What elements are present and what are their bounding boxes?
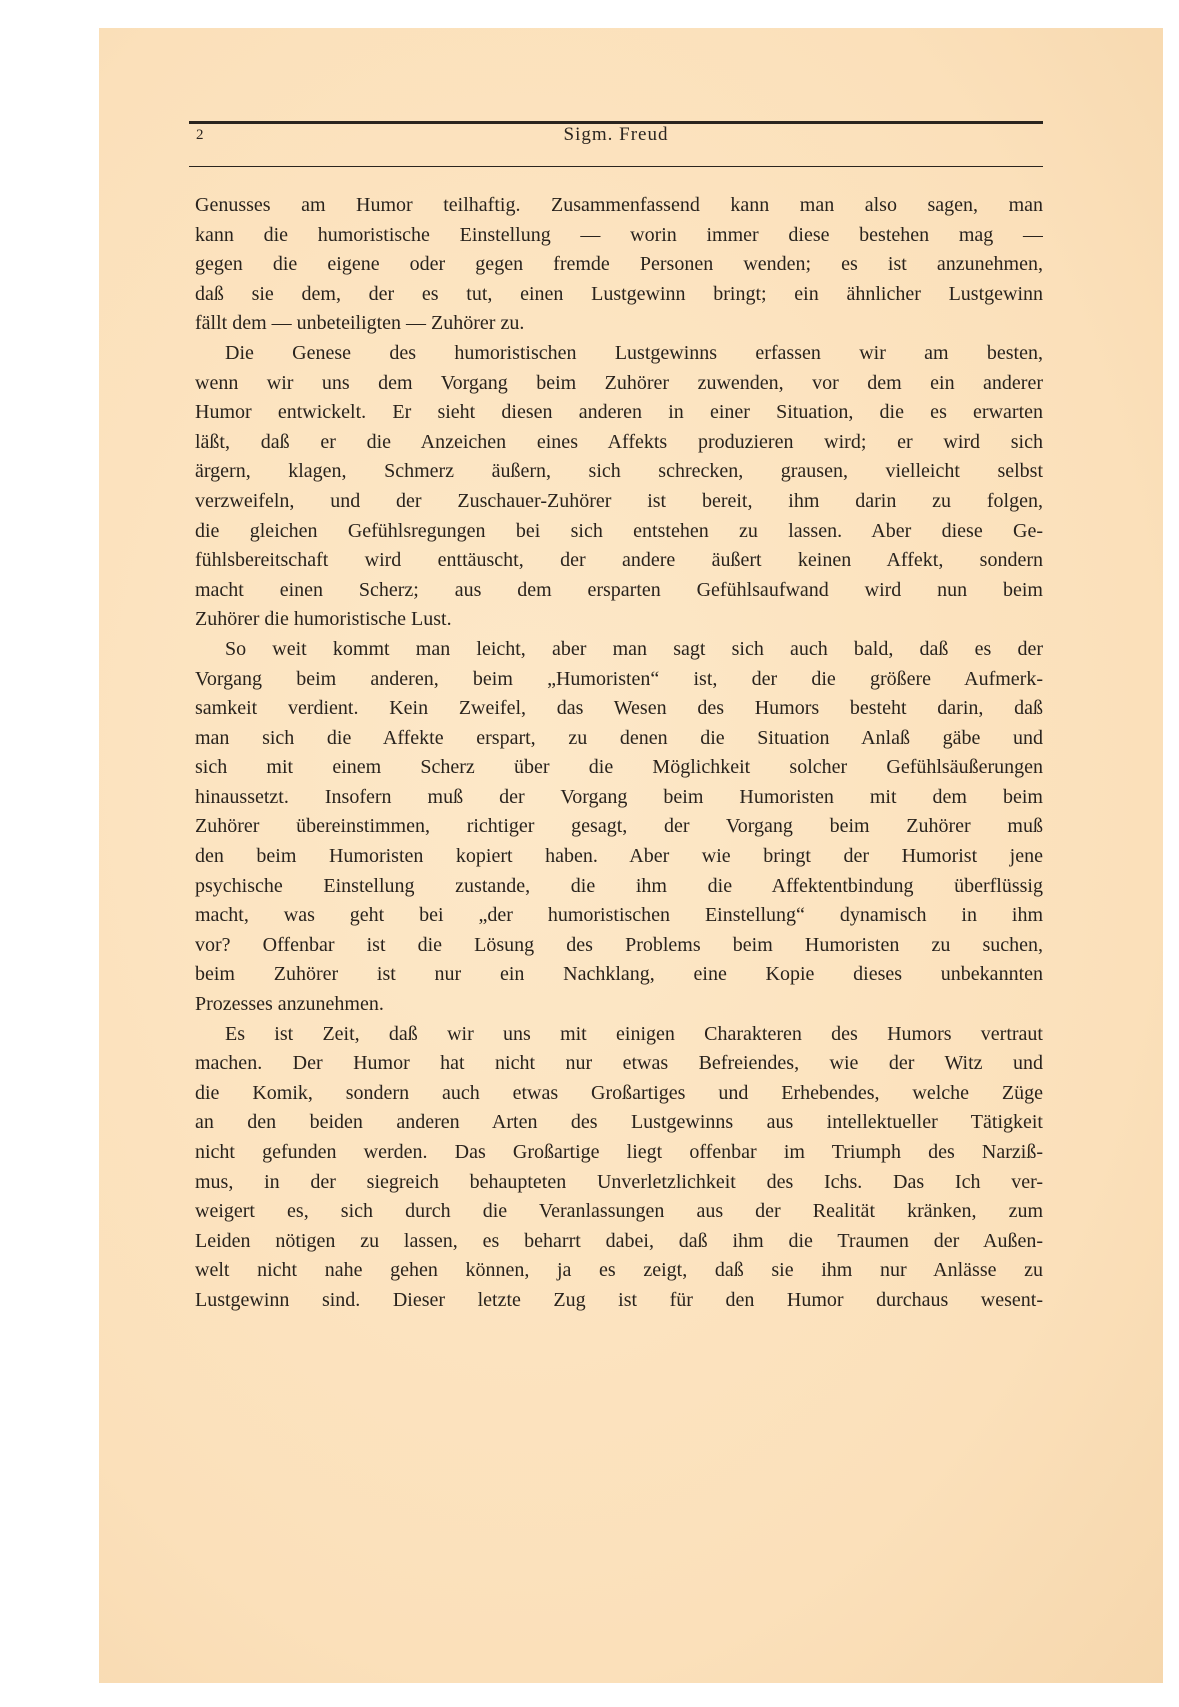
text-line: Es ist Zeit, daß wir uns mit einigen Charakteren des Humors vertraut: [225, 1022, 1043, 1045]
text-line: den beim Humoristen kopiert haben. Aber wie bringt der Humorist jene: [195, 845, 1043, 868]
text-line: Leiden nötigen zu lassen, es beharrt dabei, daß ihm die Traumen der Außen-: [195, 1229, 1043, 1252]
body-text: [195, 191, 1043, 1316]
header-rule-bottom: [189, 166, 1043, 167]
text-line: kann die humoristische Einstellung — worin immer diese bestehen mag —: [195, 223, 1043, 246]
text-line: So weit kommt man leicht, aber man sagt sich auch bald, daß es der: [225, 637, 1043, 660]
text-line: sich mit einem Scherz über die Möglichkeit solcher Gefühlsäußerungen: [195, 756, 1043, 779]
text-line: läßt, daß er die Anzeichen eines Affekts produzieren wird; er wird sich: [195, 430, 1043, 453]
text-line: vor? Offenbar ist die Lösung des Problems beim Humoristen zu suchen,: [195, 933, 1043, 956]
text-line: samkeit verdient. Kein Zweifel, das Wesen des Humors besteht darin, daß: [195, 697, 1043, 720]
text-line: ärgern, klagen, Schmerz äußern, sich schrecken, grausen, vielleicht selbst: [195, 460, 1043, 483]
text-line: Zuhörer übereinstimmen, richtiger gesagt, der Vorgang beim Zuhörer muß: [195, 815, 1043, 838]
text-line: mus, in der siegreich behaupteten Unverletzlichkeit des Ichs. Das Ich ver-: [195, 1170, 1043, 1193]
text-line: Humor entwickelt. Er sieht diesen anderen in einer Situation, die es erwarten: [195, 401, 1043, 424]
text-line: wenn wir uns dem Vorgang beim Zuhörer zuwenden, vor dem ein anderer: [195, 371, 1043, 394]
text-line: fällt dem — unbeteiligten — Zuhörer zu.: [195, 312, 525, 335]
text-line: hinaussetzt. Insofern muß der Vorgang beim Humoristen mit dem beim: [195, 785, 1043, 808]
text-line: gegen die eigene oder gegen fremde Personen wenden; es ist anzunehmen,: [195, 253, 1043, 276]
text-line: weigert es, sich durch die Veranlassungen aus der Realität kränken, zum: [195, 1200, 1043, 1223]
text-line: die Komik, sondern auch etwas Großartiges und Erhebendes, welche Züge: [195, 1081, 1043, 1104]
page-number: 2: [196, 127, 204, 143]
text-line: verzweifeln, und der Zuschauer-Zuhörer ist bereit, ihm darin zu folgen,: [195, 489, 1043, 512]
text-line: Die Genese des humoristischen Lustgewinns erfassen wir am besten,: [225, 341, 1043, 364]
text-line: beim Zuhörer ist nur ein Nachklang, eine Kopie dieses unbekannten: [195, 963, 1043, 986]
text-line: psychische Einstellung zustande, die ihm die Affektentbindung überflüssig: [195, 874, 1043, 897]
text-line: welt nicht nahe gehen können, ja es zeigt, daß sie ihm nur Anlässe zu: [195, 1259, 1043, 1282]
text-line: an den beiden anderen Arten des Lustgewinns aus intellektueller Tätigkeit: [195, 1111, 1043, 1134]
running-head: Sigm. Freud: [563, 124, 669, 145]
text-line: fühlsbereitschaft wird enttäuscht, der andere äußert keinen Affekt, sondern: [195, 549, 1043, 572]
text-line: Prozesses anzunehmen.: [195, 993, 384, 1016]
text-line: Genusses am Humor teilhaftig. Zusammenfassend kann man also sagen, man: [195, 194, 1043, 216]
text-line: Vorgang beim anderen, beim „Humoristen“ ist, der die größere Aufmerk-: [195, 667, 1043, 690]
text-line: Lustgewinn sind. Dieser letzte Zug ist für den Humor durchaus wesent-: [195, 1288, 1043, 1311]
text-line: macht, was geht bei „der humoristischen Einstellung“ dynamisch in ihm: [195, 904, 1043, 927]
text-line: daß sie dem, der es tut, einen Lustgewinn bringt; ein ähnlicher Lustgewinn: [195, 282, 1043, 305]
text-line: machen. Der Humor hat nicht nur etwas Befreiendes, wie der Witz und: [195, 1052, 1043, 1075]
text-line: die gleichen Gefühlsregungen bei sich entstehen zu lassen. Aber diese Ge-: [195, 519, 1043, 542]
text-line: man sich die Affekte erspart, zu denen die Situation Anlaß gäbe und: [195, 726, 1043, 749]
text-line: nicht gefunden werden. Das Großartige liegt offenbar im Triumph des Narziß-: [195, 1141, 1043, 1163]
text-line: Zuhörer die humoristische Lust.: [195, 608, 452, 631]
text-line: macht einen Scherz; aus dem ersparten Gefühlsaufwand wird nun beim: [195, 578, 1043, 601]
